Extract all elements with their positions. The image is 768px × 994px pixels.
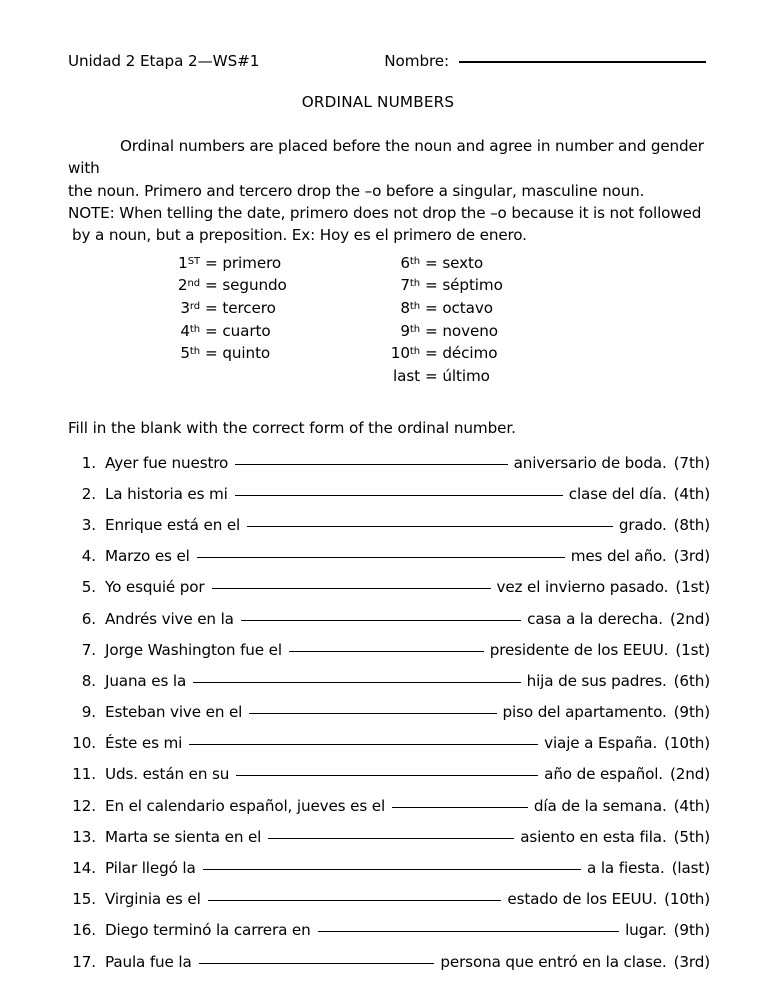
name-field-group xyxy=(384,52,710,70)
page-title: ORDINAL NUMBERS xyxy=(301,93,455,111)
answer-blank[interactable] xyxy=(189,744,538,745)
ordinal-numeral: 4th xyxy=(180,321,200,340)
question-row xyxy=(68,797,710,828)
answer-blank[interactable] xyxy=(249,713,496,714)
question-row xyxy=(68,703,710,734)
ordinal-word: = tercero xyxy=(205,299,276,317)
answer-blank[interactable] xyxy=(193,682,520,683)
ordinal-numeral: 7th xyxy=(400,276,420,295)
ordinal-column-right xyxy=(386,252,503,388)
ordinal-hint: (7th) xyxy=(673,453,710,472)
ordinal-hint: (6th) xyxy=(673,671,710,690)
ordinal-word: = cuarto xyxy=(205,321,271,340)
answer-blank[interactable] xyxy=(268,838,514,839)
ordinal-word: = primero xyxy=(205,253,282,272)
ordinal-hint: (4th) xyxy=(673,484,710,503)
ordinal-word: = noveno xyxy=(425,321,498,340)
question-text-before-blank: La historia es mi xyxy=(105,484,228,503)
question-text-after-blank: estado de los EEUU. xyxy=(507,890,658,909)
ordinal-hint: (3rd) xyxy=(673,547,710,566)
intro-paragraph xyxy=(68,135,710,247)
question-text-after-blank: día de la semana. xyxy=(533,796,667,815)
ordinal-entry xyxy=(386,252,503,275)
ordinal-suffix: th xyxy=(409,255,420,267)
question-text-after-blank: asiento en esta fila. xyxy=(520,827,667,846)
answer-blank[interactable] xyxy=(212,588,491,589)
question-number: 9. xyxy=(81,703,96,722)
ordinal-suffix: th xyxy=(189,346,200,358)
ordinal-entry xyxy=(386,342,503,365)
ordinal-numeral: 2nd xyxy=(177,276,200,295)
ordinal-entry xyxy=(166,297,386,320)
question-text-before-blank: Juana es la xyxy=(105,671,187,690)
ordinal-hint: (2nd) xyxy=(669,765,710,784)
intro-line-2: the noun. Primero and tercero drop the –o before a singular, masculine noun. xyxy=(68,181,645,200)
question-number: 10. xyxy=(72,734,96,753)
ordinal-entry xyxy=(166,252,386,275)
instruction-text: Fill in the blank with the correct form of the ordinal number. xyxy=(68,418,516,437)
question-row xyxy=(68,578,710,609)
intro-line-4: by a noun, but a preposition. Ex: Hoy es el primero de enero. xyxy=(72,226,527,245)
ordinal-suffix: nd xyxy=(187,278,200,290)
ordinal-entry xyxy=(386,274,503,297)
question-row xyxy=(68,953,710,984)
ordinal-word: = último xyxy=(425,366,490,385)
answer-blank[interactable] xyxy=(241,620,521,621)
question-number: 16. xyxy=(72,921,96,940)
ordinal-hint: (2nd) xyxy=(669,609,710,628)
ordinal-numeral: 6th xyxy=(400,253,420,272)
question-number: 2. xyxy=(81,484,96,503)
ordinal-word: = segundo xyxy=(205,276,287,295)
question-number: 5. xyxy=(81,578,96,597)
name-label: Nombre: xyxy=(384,52,450,70)
question-text-after-blank: lugar. xyxy=(625,921,667,940)
ordinal-hint: (10th) xyxy=(664,734,710,753)
question-text-before-blank: Esteban vive en el xyxy=(105,703,243,722)
question-text-after-blank: aniversario de boda. xyxy=(513,453,667,472)
question-text-after-blank: a la fiesta. xyxy=(587,859,665,877)
ordinal-entry xyxy=(386,320,503,343)
question-text-after-blank: grado. xyxy=(618,515,667,534)
question-number: 1. xyxy=(81,453,96,472)
answer-blank[interactable] xyxy=(199,963,435,964)
intro-line-3: NOTE: When telling the date, primero does not drop the –o because it is not followed xyxy=(68,204,702,223)
ordinal-entry xyxy=(386,297,503,320)
ordinal-entry xyxy=(166,320,386,343)
question-row xyxy=(68,516,710,547)
question-number: 12. xyxy=(72,796,96,815)
ordinal-numeral: 3rd xyxy=(180,299,200,317)
ordinal-suffix: th xyxy=(409,346,420,358)
ordinal-entry xyxy=(166,342,386,365)
ordinal-numeral: 8th xyxy=(400,299,420,317)
ordinal-suffix: th xyxy=(409,300,420,312)
ordinal-hint: (8th) xyxy=(673,515,710,534)
question-number: 8. xyxy=(81,671,96,690)
ordinal-hint: (last) xyxy=(671,859,710,877)
worksheet-id: Unidad 2 Etapa 2—WS#1 xyxy=(68,52,260,70)
question-text-before-blank: Éste es mi xyxy=(105,734,183,753)
question-text-before-blank: Ayer fue nuestro xyxy=(105,453,229,472)
question-text-before-blank: Marta se sienta en el xyxy=(105,827,262,846)
question-text-before-blank: En el calendario español, jueves es el xyxy=(105,796,386,815)
question-text-after-blank: presidente de los EEUU. xyxy=(489,640,669,659)
ordinal-hint: (9th) xyxy=(673,921,710,940)
ordinal-numeral: 10th xyxy=(390,344,420,363)
question-number: 7. xyxy=(81,640,96,659)
ordinal-numeral: 9th xyxy=(400,321,420,340)
answer-blank[interactable] xyxy=(235,464,507,465)
ordinal-hint: (9th) xyxy=(673,703,710,722)
ordinal-hint: (3rd) xyxy=(673,952,710,971)
question-number: 4. xyxy=(81,547,96,566)
intro-line-1: Ordinal numbers are placed before the noun and agree in number and gender with xyxy=(68,137,704,178)
question-text-after-blank: viaje a España. xyxy=(544,734,658,753)
question-text-before-blank: Jorge Washington fue el xyxy=(105,640,282,659)
question-text-before-blank: Uds. están en su xyxy=(105,765,230,784)
question-text-after-blank: hija de sus padres. xyxy=(526,671,667,690)
ordinal-suffix: th xyxy=(409,323,420,335)
question-number: 17. xyxy=(72,952,96,971)
question-text-before-blank: Paula fue la xyxy=(105,952,192,971)
ordinal-hint: (4th) xyxy=(673,796,710,815)
ordinal-column-left xyxy=(166,252,386,388)
ordinal-numeral: 1ST xyxy=(178,253,200,272)
question-row xyxy=(68,828,710,859)
question-text-after-blank: piso del apartamento. xyxy=(502,703,667,722)
question-row xyxy=(68,734,710,765)
question-row xyxy=(68,641,710,672)
ordinal-numeral: 5th xyxy=(180,344,200,363)
question-text-after-blank: vez el invierno pasado. xyxy=(496,578,669,597)
question-text-before-blank: Andrés vive en la xyxy=(105,609,234,628)
ordinal-numeral: last xyxy=(393,366,420,385)
ordinal-hint: (1st) xyxy=(675,640,710,659)
answer-blank[interactable] xyxy=(197,557,565,558)
ordinal-hint: (1st) xyxy=(675,578,710,597)
question-text-after-blank: clase del día. xyxy=(568,484,667,503)
ordinal-suffix: th xyxy=(189,323,200,335)
question-row xyxy=(68,610,710,641)
ordinal-entry xyxy=(386,365,503,388)
question-number: 11. xyxy=(72,765,96,784)
answer-blank[interactable] xyxy=(318,931,619,932)
question-row xyxy=(68,454,710,485)
answer-blank[interactable] xyxy=(235,495,563,496)
answer-blank[interactable] xyxy=(203,869,581,870)
ordinal-hint: (10th) xyxy=(664,890,710,909)
answer-blank[interactable] xyxy=(236,775,538,776)
question-text-after-blank: año de español. xyxy=(544,765,663,784)
question-row xyxy=(68,890,710,921)
question-number: 6. xyxy=(81,609,96,628)
ordinal-reference-table xyxy=(68,252,710,388)
ordinal-word: = décimo xyxy=(425,344,498,363)
answer-blank[interactable] xyxy=(208,900,502,901)
ordinal-word: = quinto xyxy=(205,344,271,363)
ordinal-suffix: th xyxy=(409,278,420,290)
question-number: 3. xyxy=(81,515,96,534)
answer-blank[interactable] xyxy=(289,651,484,652)
question-row xyxy=(68,547,710,578)
question-text-after-blank: casa a la derecha. xyxy=(527,609,663,628)
question-text-before-blank: Pilar llegó la xyxy=(105,859,196,877)
name-input-blank[interactable] xyxy=(459,61,706,63)
question-text-before-blank: Diego terminó la carrera en xyxy=(105,921,311,940)
question-text-after-blank: mes del año. xyxy=(570,547,667,566)
ordinal-hint: (5th) xyxy=(673,827,710,846)
ordinal-word: = séptimo xyxy=(425,276,503,295)
ordinal-suffix: ST xyxy=(187,255,200,267)
ordinal-word: = octavo xyxy=(425,299,493,317)
question-row xyxy=(68,765,710,796)
question-text-after-blank: persona que entró en la clase. xyxy=(440,952,667,971)
answer-blank[interactable] xyxy=(247,526,613,527)
question-number: 13. xyxy=(72,827,96,846)
question-row xyxy=(68,859,710,890)
question-row xyxy=(68,921,710,952)
ordinal-suffix: rd xyxy=(189,300,200,312)
question-text-before-blank: Yo esquié por xyxy=(105,578,205,597)
question-text-before-blank: Virginia es el xyxy=(105,890,201,909)
ordinal-word: = sexto xyxy=(425,253,484,272)
question-number: 14. xyxy=(72,859,96,877)
question-row xyxy=(68,672,710,703)
page-header xyxy=(68,52,710,70)
question-text-before-blank: Enrique está en el xyxy=(105,515,241,534)
question-number: 15. xyxy=(72,890,96,909)
answer-blank[interactable] xyxy=(392,807,528,808)
question-list xyxy=(68,454,710,984)
question-text-before-blank: Marzo es el xyxy=(105,547,190,566)
question-row xyxy=(68,485,710,516)
ordinal-entry xyxy=(166,274,386,297)
